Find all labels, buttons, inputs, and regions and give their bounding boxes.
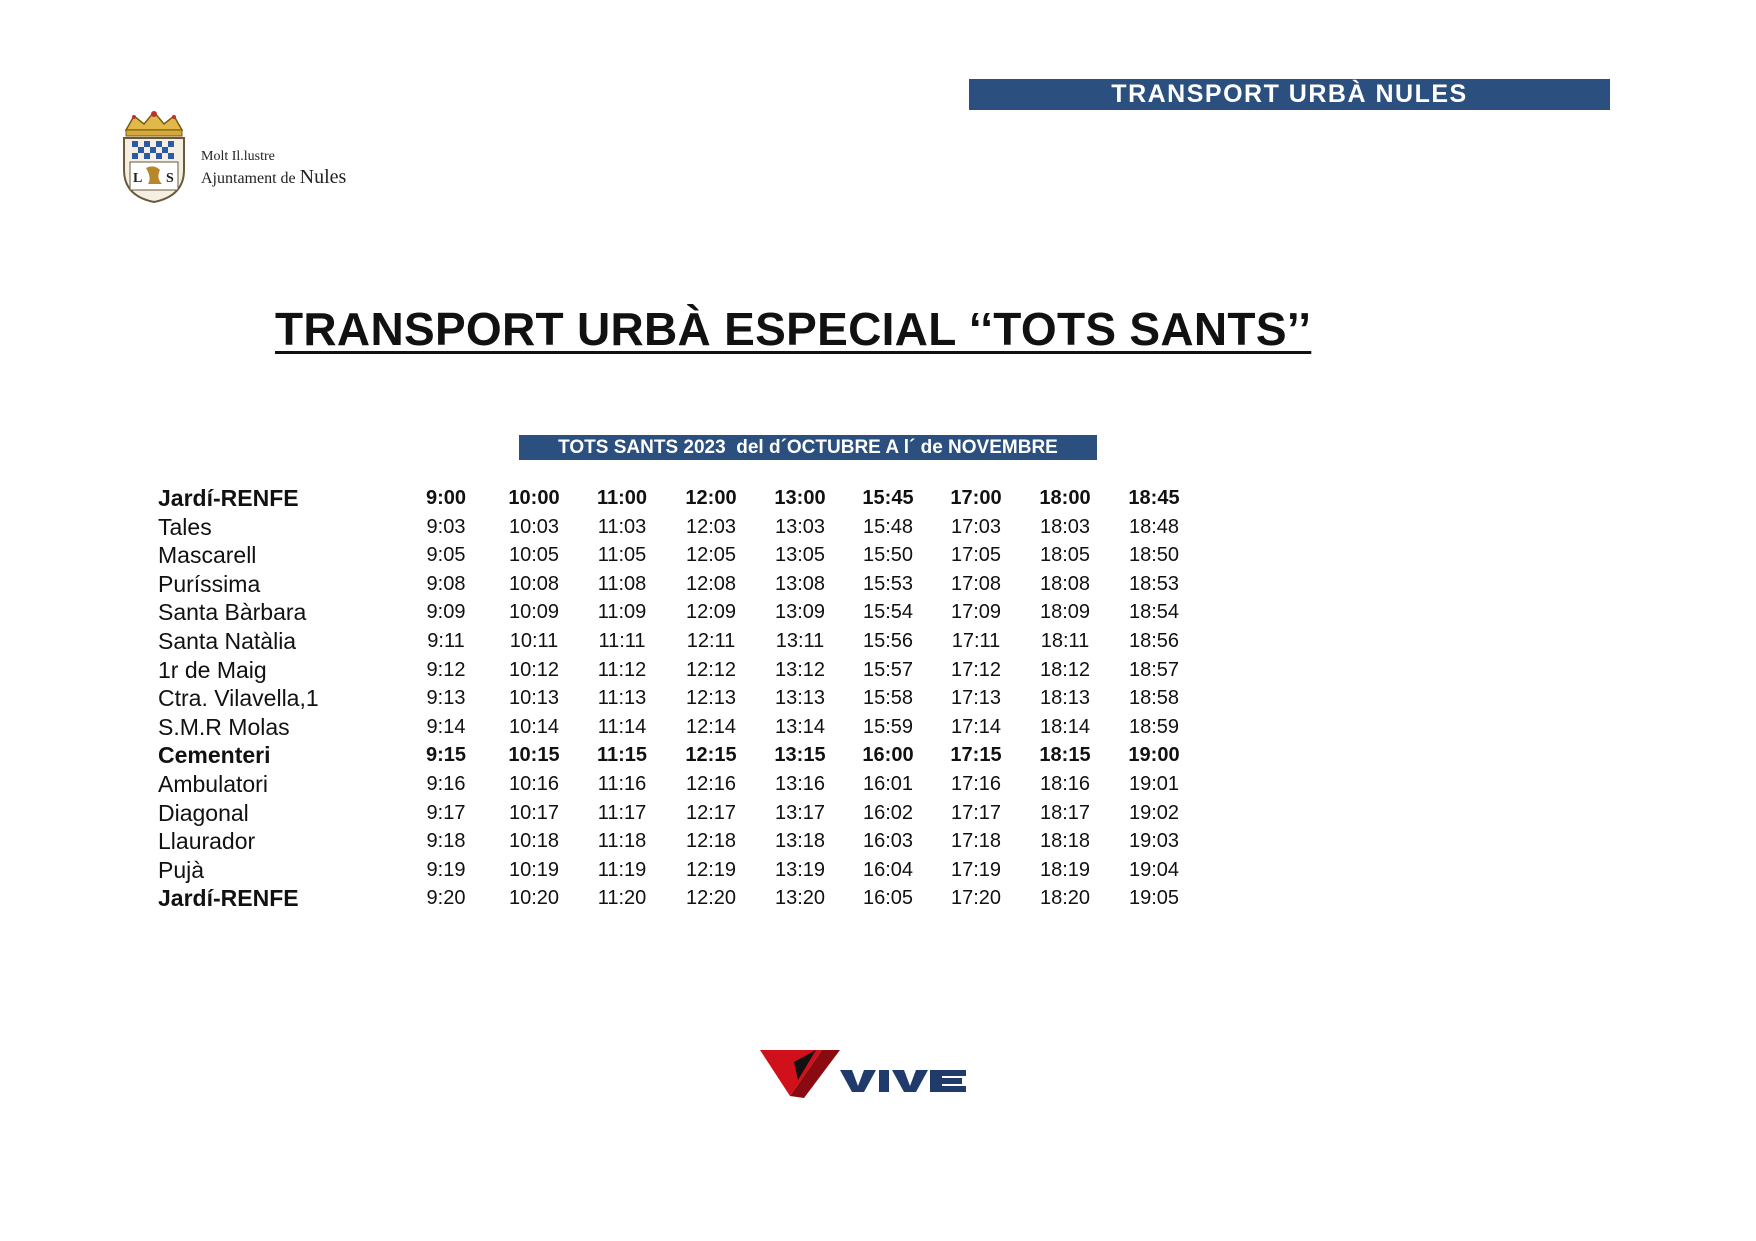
time-cell: 17:18 [950,830,1002,853]
time-cell: 15:57 [862,658,914,681]
time-cell: 9:13 [426,687,466,710]
time-cell: 12:05 [685,544,737,567]
time-cell: 18:00 [1039,487,1091,509]
time-cell: 12:08 [685,572,737,595]
time-cell: 12:09 [685,601,737,624]
time-cell: 17:08 [950,572,1002,595]
time-cell: 12:20 [685,887,737,910]
crest-letter-l: L [133,171,143,186]
stop-name: Puríssima [158,570,261,597]
time-cell: 16:00 [862,744,914,767]
page-title: TRANSPORT URBÀ ESPECIAL ‘‘TOTS SANTS’’ [275,303,1312,355]
time-cell: 16:04 [862,858,914,881]
time-cell: 13:19 [774,858,826,881]
time-cell: 11:11 [598,630,646,652]
time-cell: 9:11 [427,630,465,652]
time-cell: 18:14 [1039,715,1091,738]
time-cell: 10:09 [508,601,560,624]
time-cell: 10:03 [508,515,560,538]
time-cell: 18:19 [1039,858,1091,881]
time-cell: 12:14 [685,715,737,738]
time-cell: 13:08 [774,572,826,595]
time-cell: 19:04 [1128,858,1180,881]
time-cell: 15:53 [862,572,914,595]
time-cell: 12:19 [685,858,737,881]
stop-name: S.M.R Molas [158,713,290,740]
time-cell: 13:00 [774,487,826,509]
vives-logo [760,1048,966,1100]
time-cell: 18:13 [1039,687,1091,710]
time-cell: 18:08 [1039,572,1091,595]
time-cell: 18:53 [1128,572,1180,595]
time-cell: 13:05 [774,544,826,567]
time-cell: 9:08 [426,572,466,595]
time-cell: 10:05 [508,544,560,567]
time-cell: 12:00 [685,487,737,509]
time-cell: 11:14 [597,715,647,738]
time-cell: 18:59 [1128,715,1180,738]
time-cell: 13:15 [774,744,826,767]
time-cell: 17:11 [951,630,1001,652]
time-cell: 12:17 [685,801,737,824]
stop-name: Ambulatori [158,771,268,797]
stop-name: Tales [158,513,212,540]
time-cell: 19:01 [1128,773,1180,795]
time-cell: 18:12 [1039,658,1091,681]
time-cell: 12:11 [686,630,736,652]
time-cell: 13:20 [774,887,826,910]
time-cell: 10:12 [508,658,560,681]
time-cell: 11:17 [597,801,647,824]
time-cell: 18:54 [1128,601,1180,624]
stop-name: Jardí-RENFE [158,485,299,511]
stop-name: Mascarell [158,542,257,569]
stop-name: Santa Natàlia [158,628,297,654]
time-cell: 18:50 [1128,544,1180,567]
time-cell: 19:00 [1128,744,1180,767]
time-cell: 9:16 [426,773,466,795]
time-cell: 15:58 [862,687,914,710]
stop-name: Diagonal [158,799,249,826]
time-cell: 18:58 [1128,687,1180,710]
time-cell: 18:16 [1039,773,1091,795]
time-cell: 9:03 [426,515,466,538]
time-cell: 13:13 [774,687,826,710]
time-cell: 9:00 [425,487,467,509]
time-cell: 17:20 [950,887,1002,910]
time-cell: 15:59 [862,715,914,738]
stop-name: Pujà [158,856,205,883]
time-cell: 17:03 [950,515,1002,538]
time-cell: 17:14 [950,715,1002,738]
time-cell: 9:20 [426,887,466,910]
council-line-1: Molt Il.lustre [201,149,275,164]
time-cell: 17:16 [950,773,1002,795]
time-cell: 13:14 [774,715,826,738]
time-cell: 15:48 [862,515,914,538]
time-cell: 13:03 [774,515,826,538]
subtitle-banner: TOTS SANTS 2023 del d´OCTUBRE A l´ de NOVEMBRE [519,435,1097,460]
time-cell: 16:03 [862,830,914,853]
time-cell: 10:17 [508,801,560,824]
time-cell: 19:05 [1128,887,1180,910]
time-cell: 10:16 [508,773,560,795]
time-cell: 11:13 [597,687,647,710]
time-cell: 18:48 [1128,515,1180,538]
time-cell: 10:20 [508,887,560,910]
time-cell: 17:19 [950,858,1002,881]
stop-name: Cementeri [158,742,271,769]
header-banner: TRANSPORT URBÀ NULES [969,79,1610,110]
time-cell: 15:45 [862,487,914,509]
time-cell: 11:16 [597,773,647,795]
time-cell: 17:12 [950,658,1002,681]
crest-letter-s: S [166,171,174,186]
time-cell: 18:03 [1039,515,1091,538]
time-cell: 9:12 [426,658,466,681]
stop-name: Llaurador [158,828,256,855]
stop-name: Ctra. Vilavella,1 [158,685,319,712]
time-cell: 11:15 [596,744,648,767]
time-cell: 11:03 [597,515,647,538]
time-cell: 9:19 [426,858,466,881]
time-cell: 17:13 [950,687,1002,710]
time-cell: 13:12 [774,658,826,681]
time-cell: 9:05 [426,544,466,567]
time-cell: 11:18 [597,830,647,853]
council-line-2b: Nules [299,166,347,188]
time-cell: 17:05 [950,544,1002,567]
time-cell: 12:16 [685,773,737,795]
time-cell: 13:09 [774,601,826,624]
time-cell: 18:11 [1040,630,1090,652]
time-cell: 18:45 [1128,487,1180,509]
time-cell: 17:17 [950,801,1002,824]
time-cell: 16:01 [862,773,914,795]
time-cell: 18:17 [1039,801,1091,824]
time-cell: 11:20 [597,887,647,910]
time-cell: 16:05 [862,887,914,910]
stop-name: Santa Bàrbara [158,599,307,626]
time-cell: 10:19 [508,858,560,881]
time-cell: 16:02 [862,801,914,824]
time-cell: 11:08 [597,572,647,595]
time-cell: 18:18 [1039,830,1091,853]
time-cell: 11:19 [597,858,647,881]
time-cell: 15:56 [862,630,914,652]
time-cell: 11:09 [597,601,647,624]
time-cell: 13:17 [774,801,826,824]
time-cell: 15:50 [862,544,914,567]
time-cell: 9:09 [426,601,466,624]
time-cell: 11:05 [597,544,647,567]
time-cell: 17:09 [950,601,1002,624]
time-cell: 18:09 [1039,601,1091,624]
time-cell: 18:15 [1039,744,1091,767]
time-cell: 12:15 [685,744,737,767]
time-cell: 10:15 [508,744,560,767]
time-cell: 19:02 [1128,801,1180,824]
stop-name: Jardí-RENFE [158,885,299,912]
time-cell: 13:16 [774,773,826,795]
time-cell: 18:05 [1039,544,1091,567]
time-cell: 10:11 [509,630,559,652]
time-cell: 12:12 [685,658,737,681]
time-cell: 12:03 [685,515,737,538]
time-cell: 10:14 [508,715,560,738]
time-cell: 18:56 [1128,630,1180,652]
council-line-2a: Ajuntament de [201,170,300,187]
stop-name: 1r de Maig [158,656,267,683]
time-cell: 12:18 [685,830,737,853]
time-cell: 9:14 [426,715,466,738]
time-cell: 19:03 [1128,830,1180,853]
time-cell: 18:20 [1039,887,1091,910]
time-cell: 10:18 [508,830,560,853]
time-cell: 13:11 [775,630,825,652]
time-cell: 11:12 [597,658,647,681]
time-cell: 15:54 [862,601,914,624]
time-cell: 9:18 [426,830,466,853]
time-cell: 13:18 [774,830,826,853]
time-cell: 12:13 [685,687,737,710]
time-cell: 17:00 [950,487,1002,509]
time-cell: 9:15 [425,744,467,767]
time-cell: 10:13 [508,687,560,710]
time-cell: 11:00 [596,487,648,509]
time-cell: 18:57 [1128,658,1180,681]
time-cell: 10:00 [508,487,560,509]
time-cell: 17:15 [950,744,1002,767]
time-cell: 9:17 [426,801,466,824]
time-cell: 10:08 [508,572,560,595]
